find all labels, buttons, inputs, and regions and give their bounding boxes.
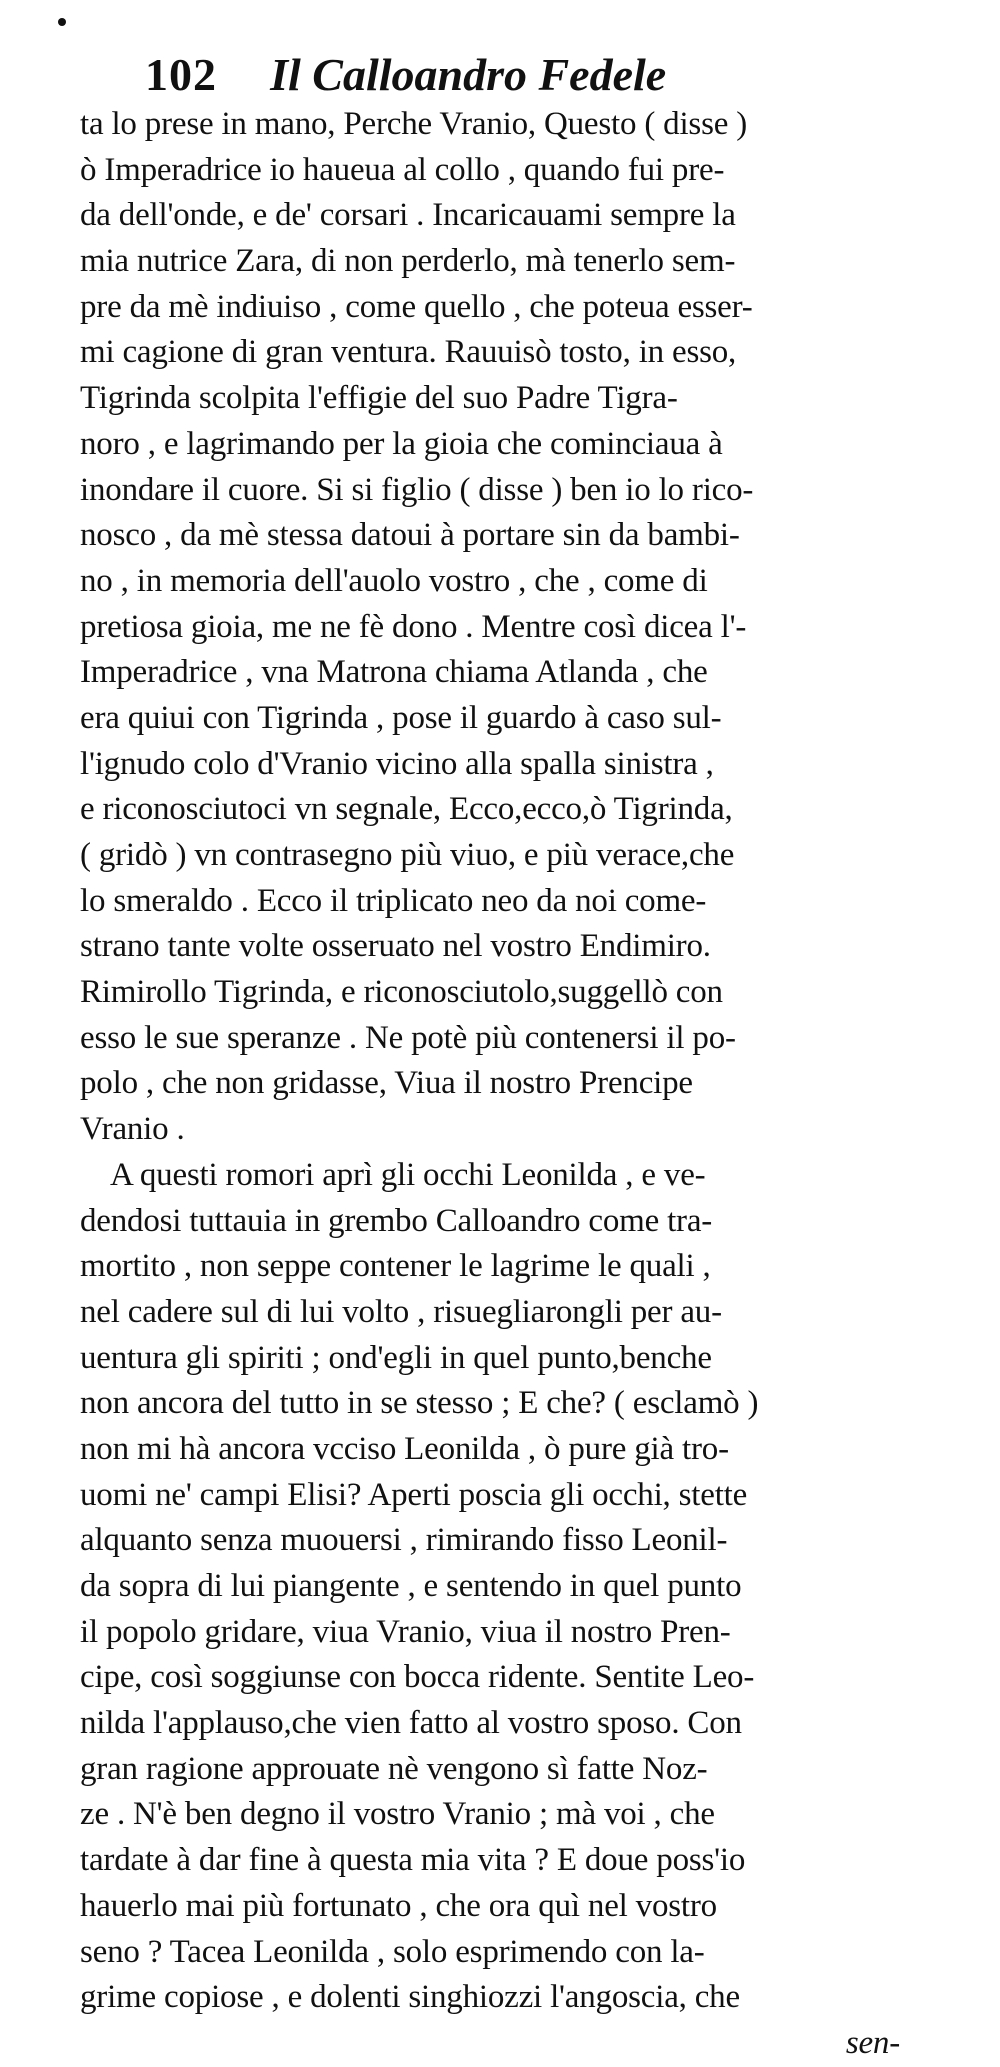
text-line: il popolo gridare, viua Vranio, viua il nostro Pren- bbox=[80, 1613, 731, 1650]
text-line: cipe, così soggiunse con bocca ridente. Sentite Leo- bbox=[80, 1659, 755, 1696]
text-line: da dell'onde, e de' corsari . Incaricauami sempre la bbox=[80, 197, 736, 234]
text-line: nosco , da mè stessa datoui à portare sin da bambi- bbox=[80, 517, 740, 554]
text-line: mortito , non seppe contener le lagrime le quali , bbox=[80, 1248, 711, 1285]
text-line: uomi ne' campi Elisi? Aperti poscia gli occhi, stette bbox=[80, 1476, 748, 1513]
text-line: no , in memoria dell'auolo vostro , che , come di bbox=[80, 562, 708, 599]
text-line: gran ragione approuate nè vengono sì fatte Noz- bbox=[80, 1750, 708, 1787]
text-line: e riconosciutoci vn segnale, Ecco,ecco,ò Tigrinda, bbox=[80, 791, 733, 828]
text-line: pre da mè indiuiso , come quello , che poteua esser- bbox=[80, 288, 753, 325]
text-line: non ancora del tutto in se stesso ; E che? ( esclamò ) bbox=[80, 1385, 759, 1422]
text-line: Tigrinda scolpita l'effigie del suo Padre Tigra- bbox=[80, 380, 678, 417]
text-line: nel cadere sul di lui volto , risuegliarongli per au- bbox=[80, 1293, 722, 1330]
text-line: Rimirollo Tigrinda, e riconosciutolo,suggellò con bbox=[80, 974, 723, 1011]
text-line: grime copiose , e dolenti singhiozzi l'angoscia, che bbox=[80, 1979, 740, 2016]
text-line: inondare il cuore. Si si figlio ( disse ) ben io lo rico- bbox=[80, 471, 754, 508]
text-line: hauerlo mai più fortunato , che ora quì nel vostro bbox=[80, 1887, 717, 1924]
text-line: Vranio . bbox=[80, 1111, 185, 1148]
text-line: da sopra di lui piangente , e sentendo in quel punto bbox=[80, 1568, 742, 1604]
body-text bbox=[80, 102, 920, 2067]
text-line: nilda l'applauso,che vien fatto al vostro sposo. Con bbox=[80, 1705, 742, 1742]
text-line: tardate à dar fine à questa mia vita ? E doue poss'io bbox=[80, 1842, 746, 1879]
text-line: seno ? Tacea Leonilda , solo esprimendo con la- bbox=[80, 1933, 705, 1970]
text-line: ta lo prese in mano, Perche Vranio, Questo ( disse ) bbox=[80, 106, 748, 142]
text-line: era quiui con Tigrinda , pose il guardo à caso sul- bbox=[80, 699, 722, 736]
text-line: dendosi tuttauia in grembo Calloandro come tra- bbox=[80, 1202, 713, 1239]
text-line: strano tante volte osseruato nel vostro Endimiro. bbox=[80, 928, 711, 965]
text-line: noro , e lagrimando per la gioia che cominciaua à bbox=[80, 425, 723, 462]
text-line: ò Imperadrice io haueua al collo , quando fui pre- bbox=[80, 151, 725, 188]
text-line: uentura gli spiriti ; ond'egli in quel punto,benche bbox=[80, 1339, 712, 1376]
text-line: pretiosa gioia, me ne fè dono . Mentre così dicea l'- bbox=[80, 608, 747, 645]
text-line: ( gridò ) vn contrasegno più viuo, e più verace,che bbox=[80, 837, 735, 873]
text-line: mia nutrice Zara, di non perderlo, mà tenerlo sem- bbox=[80, 243, 736, 280]
text-line: non mi hà ancora vcciso Leonilda , ò pure già tro- bbox=[80, 1430, 729, 1467]
text-line: esso le sue speranze . Ne potè più contenersi il po- bbox=[80, 1019, 736, 1056]
text-line: alquanto senza muouersi , rimirando fisso Leonil- bbox=[80, 1522, 728, 1559]
catchword: sen- bbox=[845, 2024, 900, 2061]
running-title: Il Calloandro Fedele bbox=[270, 49, 667, 100]
text-line: l'ignudo colo d'Vranio vicino alla spalla sinistra , bbox=[80, 745, 714, 782]
ink-dot bbox=[58, 18, 66, 26]
text-line: polo , che non gridasse, Viua il nostro Prencipe bbox=[80, 1065, 693, 1102]
text-line: Imperadrice , vna Matrona chiama Atlanda , che bbox=[80, 654, 708, 691]
text-line: lo smeraldo . Ecco il triplicato neo da noi come- bbox=[80, 882, 707, 919]
page-number: 102 bbox=[145, 49, 217, 100]
paragraph-start-line: A questi romori aprì gli occhi Leonilda , e ve- bbox=[110, 1156, 706, 1193]
text-line: mi cagione di gran ventura. Rauuisò tosto, in esso, bbox=[80, 334, 737, 371]
text-line: ze . N'è ben degno il vostro Vranio ; mà voi , che bbox=[80, 1796, 715, 1833]
